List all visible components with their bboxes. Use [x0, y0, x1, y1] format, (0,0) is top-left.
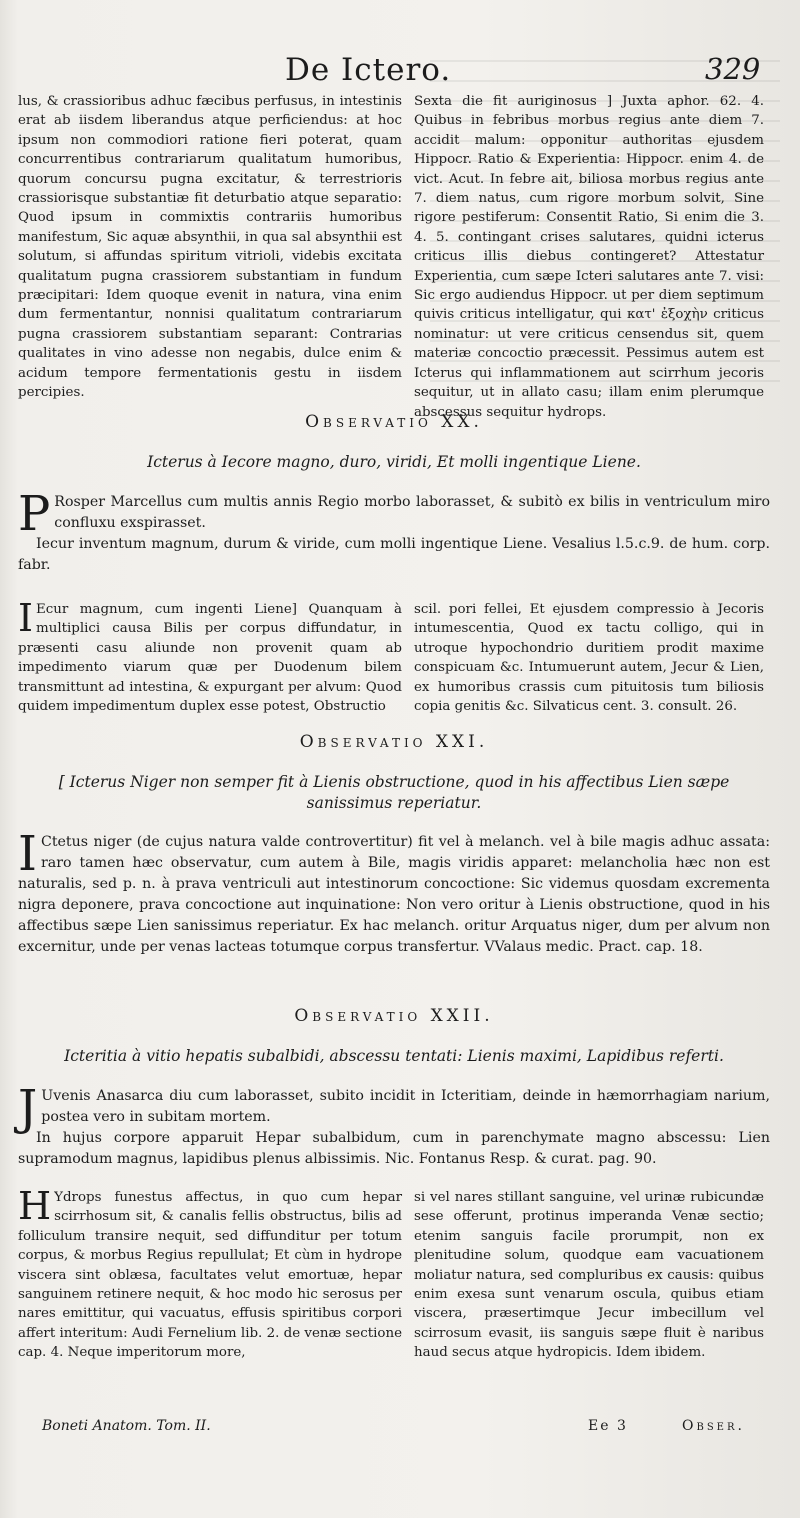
- obs20-text: Rosper Marcellus cum multis annis Regio morbo laborasset, & subitò ex bilis in ventriculum miro confluxu exspirasset.: [54, 494, 770, 531]
- obs22-body: [18, 1080, 770, 1170]
- intro-right-column: [414, 92, 764, 422]
- obs22-comm-dropcap: H: [18, 1184, 52, 1228]
- obs22-subtitle: Icteritia à vitio hepatis subalbidi, abscessu tentati: Lienis maximi, Lapidibus referti.: [64, 1047, 724, 1065]
- obs21-body: [18, 826, 770, 958]
- obs20-commentary-right: [414, 600, 764, 716]
- obs20-heading: Observatio XX.: [305, 412, 483, 432]
- obs22-text2: In hujus corpore apparuit Hepar subalbidum, cum in parenchymate magno abscessu: Lien supramodum magnus, lapidibus plenus albissimis. Nic. Fontanus Resp. & curat. pag. 90.: [18, 1130, 770, 1167]
- obs21-subtitle: [ Icterus Niger non semper fit à Lienis obstructione, quod in his affectibus Lien sæpe sanissimus reperiatur.: [58, 773, 730, 812]
- intro-left-column: [18, 92, 402, 403]
- obs22-comm-right-text: si vel nares stillant sanguine, vel urinæ rubicundæ sese offerunt, protinus imperanda Venæ sectio; etenim sanguis facile prorumpit, non ex plenitudine solum, quodque eam vacuationem moliatur natura, sed compluribus ex causis: quibus enim exesa sunt venarum oscula, quibus etiam viscera, præsertimque Jecur imbecillum vel scirrosum evasit, iis sanguis sæpe fluit è naribus haud secus atque hydropicis. Idem ibidem.: [414, 1190, 764, 1361]
- footer-book-title: Boneti Anatom. Tom. II.: [42, 1418, 211, 1434]
- obs22-commentary-left: [18, 1184, 402, 1363]
- intro-right-text: Sexta die fit auriginosus ] Juxta aphor. 62. 4. Quibus in febribus morbus regius ante diem 7. accidit malum: opponitur authoritas ejusdem Hippocr. Ratio & Experientia: Hippocr. enim 4. de vict. Acut. In febre ait, biliosa morbus regius ante 7. diem natus, cum rigore morbum solvit, Sine rigore pestiferum: Consentit Ratio, Si enim die 3. 4. 5. contingant crises salutares, quidni icterus criticus illis diebus contingeret? Attestatur Experientia, cum sæpe Icteri salutares ante 7. visi: Sic ergo audiendus Hippocr. ut per diem septimum quivis criticus intelligatur, qui κατ' ἐξοχὴν criticus nominatur: ut vere criticus censendus sit, quem materiæ concoctio præcessit. Pessimus autem est Icterus qui inflammationem aut scirrhum jecoris sequitur, ut in allato casu; illam enim plerumque abscessus sequitur hydrops.: [414, 94, 764, 420]
- obs20-body: [18, 486, 770, 576]
- obs22-text: Uvenis Anasarca diu cum laborasset, subito incidit in Icteritiam, deinde in hæmorrhagiam narium, postea vero in subitam mortem.: [41, 1088, 770, 1125]
- obs22-comm-left-text: Ydrops funestus affectus, in quo cum hepar scirrhosum sit, & canalis fellis obstructus, bilis ad folliculum transire nequit, sed diffunditur per totum corpus, & morbus Regius repullulat; Et cùm in hydrope viscera sint oblæsa, facultates velut emortuæ, hepar sanguinem retinere nequit, & hoc modo hic serosus per nares emittitur, qui vacuatus, effusis spiritibus corpori affert interitum: Audi Fernelium lib. 2. de venæ sectione cap. 4. Neque imperitorum more,: [18, 1190, 402, 1361]
- obs21-heading: Observatio XXI.: [299, 732, 489, 752]
- obs20-commentary-left: [18, 596, 402, 716]
- obs21-dropcap: I: [18, 826, 37, 882]
- obs22-dropcap: J: [18, 1080, 38, 1136]
- footer-signature-mark: Ee 3: [588, 1418, 628, 1434]
- page-number: 329: [705, 52, 761, 86]
- obs20-subtitle: Icterus à Iecore magno, duro, viridi, Et molli ingentique Liene.: [147, 453, 641, 471]
- intro-left-text: lus, & crassioribus adhuc fæcibus perfusus, in intestinis erat ab iisdem liberandus atque perficiendus: at hoc ipsum non commodiori ratione fieri poterat, quam concurrentibus contrariarum qualitatum humoribus, quorum concursu pugna excitatur, & terrestrioris crassiorisque substantiæ fit deturbatio atque separatio: Quod ipsum in commixtis contrariis humoribus manifestum, Sic aquæ absynthii, in qua sal absynthii est solutum, si affundas spiritum vitrioli, videbis excitata qualitatum pugna crassiorem substantiam in fundum præcipitari: Idem quoque evenit in natura, vina enim dum fermentantur, nonnisi qualitatum contrariarum pugna crassiorem substantiam separant: Contrarias qualitates in vino adesse non negabis, dulce enim & acidum tempore fermentationis gestu in iisdem percipies.: [18, 94, 402, 401]
- obs21-text: Ctetus niger (de cujus natura valde controvertitur) fit vel à melanch. vel à bile magis adhuc assata: raro tamen hæc observatur, cum autem à Bile, magis viridis apparet: melancholia hæc non est naturalis, sed p. n. à prava ventriculi aut intestinorum concoctione: Sic videmus quosdam excrementa nigra deponere, prava concoctione aut inquinatione: Non vero oritur à Lienis obstructione, quod in his affectibus sæpe Lien sanissimus reperiatur. Ex hac melanch. oritur Arquatus niger, dum per alvum non excernitur, unde per venas lacteas totumque corpus transfertur. VValaus medic. Pract. cap. 18.: [18, 834, 770, 955]
- obs22-commentary-right: [414, 1188, 764, 1363]
- obs20-text2: Iecur inventum magnum, durum & viride, cum molli ingentique Liene. Vesalius l.5.c.9. de hum. corp. fabr.: [18, 536, 770, 573]
- obs20-comm-right-text: scil. pori fellei, Et ejusdem compressio à Jecoris intumescentia, Quod ex tactu colligo, qui in utroque hypochondrio duritiem prodit maxime conspicuam &c. Intumuerunt autem, Jecur & Lien, ex humoribus crassis cum pituitosis tum biliosis copia genitis &c. Silvaticus cent. 3. consult. 26.: [414, 602, 764, 715]
- footer-catchword: Obser.: [682, 1418, 745, 1434]
- running-title: De Ictero.: [285, 52, 452, 88]
- obs20-comm-dropcap: I: [18, 596, 34, 640]
- obs22-heading: Observatio XXII.: [294, 1006, 494, 1026]
- obs20-comm-left-text: Ecur magnum, cum ingenti Liene] Quanquam à multiplici causa Bilis per corpus diffundatur, in præsenti casu aliunde non provenit quam ab impedimento viarum quæ per Duodenum bilem transmittunt ad intestina, & expurgant per alvum: Quod quidem impedimentum duplex esse potest, Obstructio: [18, 602, 402, 715]
- obs20-dropcap: P: [18, 486, 51, 542]
